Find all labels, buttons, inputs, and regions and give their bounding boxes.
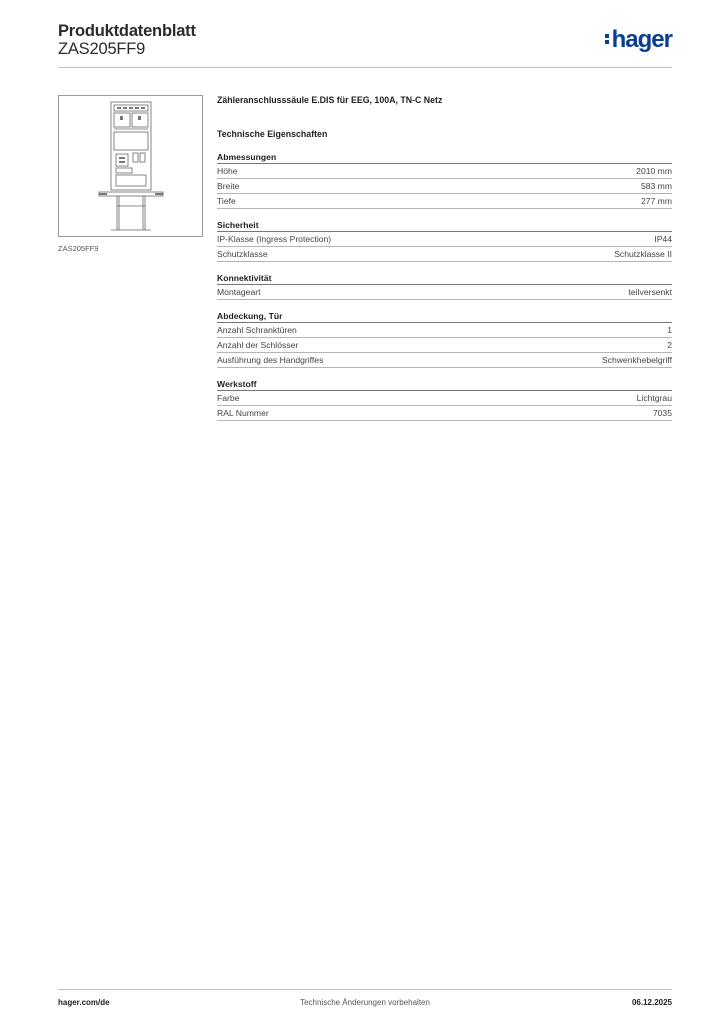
- group-sicherheit: [217, 220, 672, 262]
- property-value: 1: [667, 325, 672, 335]
- group-title: Konnektivität: [217, 273, 672, 285]
- property-label: Montageart: [217, 287, 261, 297]
- property-row: [217, 164, 672, 179]
- property-label: Höhe: [217, 166, 238, 176]
- property-label: Ausführung des Handgriffes: [217, 355, 324, 365]
- page-header: [58, 20, 672, 68]
- group-abdeckung-tuer: [217, 311, 672, 368]
- image-caption: ZAS205FF9: [58, 244, 99, 253]
- property-label: Tiefe: [217, 196, 236, 206]
- property-value: 2010 mm: [636, 166, 672, 176]
- property-label: Anzahl der Schlösser: [217, 340, 299, 350]
- group-abmessungen: [217, 152, 672, 209]
- group-konnektivitaet: [217, 273, 672, 300]
- property-value: teilversenkt: [628, 287, 672, 297]
- group-title: Abmessungen: [217, 152, 672, 164]
- document-title: Produktdatenblatt: [58, 22, 196, 40]
- property-row: [217, 406, 672, 421]
- property-row: [217, 285, 672, 300]
- group-title: Werkstoff: [217, 379, 672, 391]
- page-footer: [58, 998, 672, 1010]
- product-title: Zähleranschlusssäule E.DIS für EEG, 100A, TN-C Netz: [217, 95, 443, 105]
- property-value: 277 mm: [640, 196, 672, 206]
- property-value: Schwenkhebelgriff: [601, 355, 672, 365]
- property-label: Anzahl Schranktüren: [217, 325, 297, 335]
- group-title: Sicherheit: [217, 220, 672, 232]
- document-subtitle: ZAS205FF9: [58, 40, 146, 58]
- property-row: [217, 194, 672, 209]
- property-label: Schutzklasse: [217, 249, 268, 259]
- footer-website-link[interactable]: hager.com/de: [58, 998, 110, 1007]
- group-title: Abdeckung, Tür: [217, 311, 672, 323]
- property-row: [217, 323, 672, 338]
- footer-divider: [58, 989, 672, 990]
- property-row: [217, 247, 672, 262]
- logo-dots-icon: [605, 32, 610, 46]
- group-werkstoff: [217, 379, 672, 421]
- property-label: IP-Klasse (Ingress Protection): [217, 234, 332, 244]
- property-label: RAL Nummer: [217, 408, 269, 418]
- property-label: Farbe: [217, 393, 240, 403]
- property-value: Schutzklasse II: [614, 249, 672, 259]
- property-value: IP44: [654, 234, 672, 244]
- header-divider: [58, 67, 672, 68]
- hager-logo: [605, 26, 672, 54]
- property-value: Lichtgrau: [636, 393, 672, 403]
- property-row: [217, 338, 672, 353]
- logo-text: hager: [611, 26, 672, 53]
- footer-disclaimer: Technische Änderungen vorbehalten: [300, 998, 430, 1007]
- property-label: Breite: [217, 181, 240, 191]
- property-row: [217, 353, 672, 368]
- property-value: 583 mm: [640, 181, 672, 191]
- footer-date: 06.12.2025: [631, 998, 672, 1007]
- properties-heading: Technische Eigenschaften: [217, 129, 328, 139]
- property-row: [217, 391, 672, 406]
- product-image: [58, 95, 203, 237]
- product-details: [217, 95, 672, 421]
- property-row: [217, 179, 672, 194]
- property-value: 2: [667, 340, 672, 350]
- meter-column-drawing-icon: [59, 96, 204, 238]
- property-value: 7035: [652, 408, 672, 418]
- property-row: [217, 232, 672, 247]
